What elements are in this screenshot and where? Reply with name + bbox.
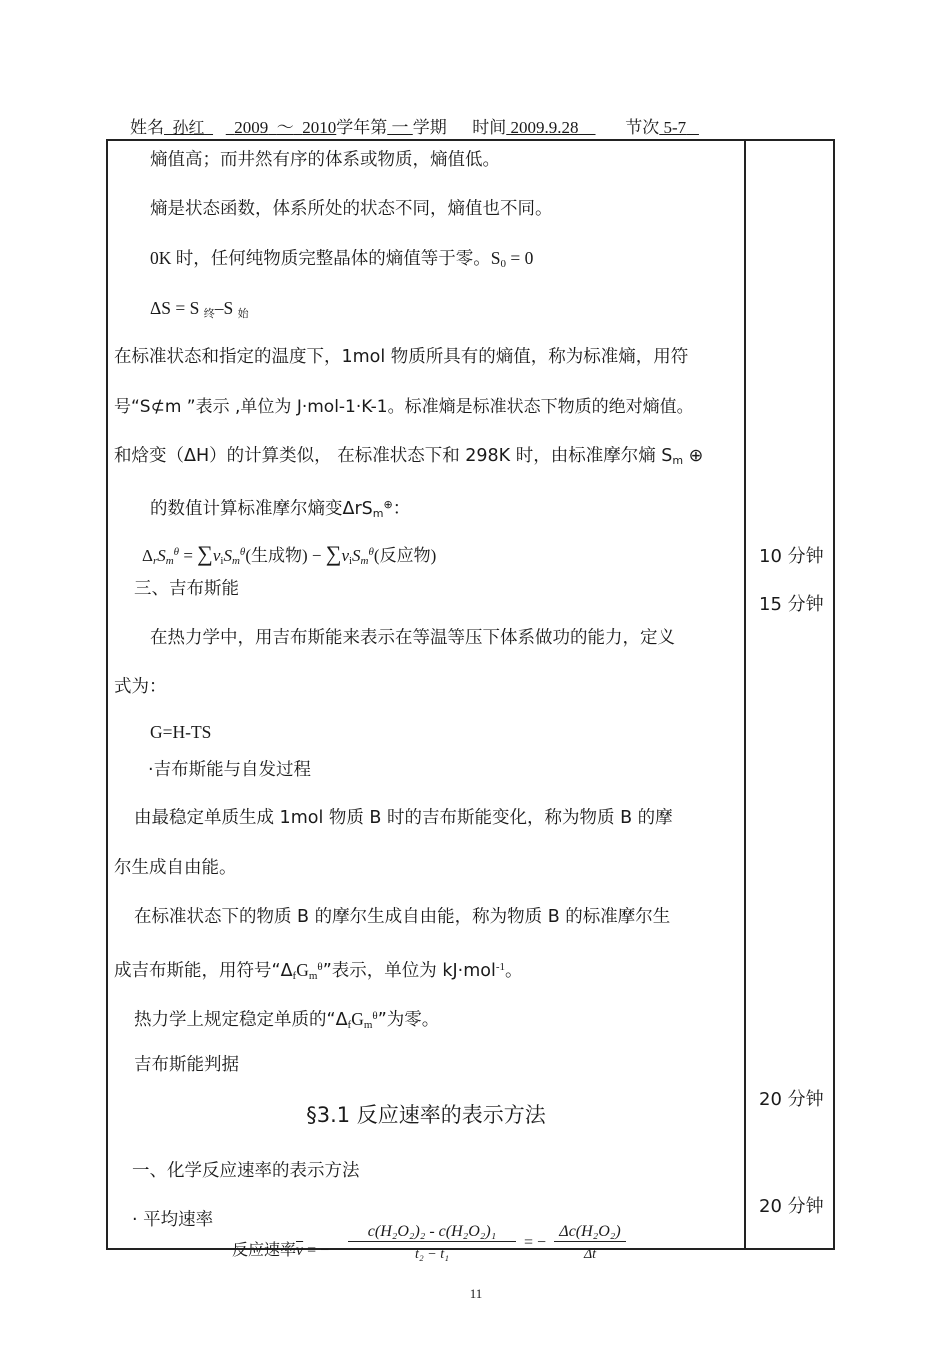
rate-label: 反应速率$\overline{v}$ = − <box>232 1240 330 1259</box>
time-allocation: 20 分钟 <box>759 1196 824 1217</box>
rate-numerator-delta: Δc(H₂O₂) <box>554 1223 626 1242</box>
page-number: 11 <box>469 1286 483 1301</box>
text-line: 在标准状态和指定的温度下，1mol 物质所具有的熵值，称为标准熵，用符 <box>114 347 689 367</box>
text-line: 和焓变（ΔH）的计算类似， 在标准状态下和 298K 时，由标准摩尔熵 $S_m$ ⊕ <box>114 446 704 467</box>
rate-equals: = − <box>524 1234 547 1251</box>
text-line: 成吉布斯能，用符号“$\Delta_fG_m^\theta$”表示，单位为 kJ·mol$^{-1}$。 <box>114 960 523 982</box>
text-line: 的数值计算标准摩尔熵变ΔrS$_m$⊕： <box>150 498 411 520</box>
name-value: 孙红 <box>172 118 205 137</box>
time-allocation: 15 分钟 <box>759 594 824 615</box>
section-title: 三、吉布斯能 <box>134 579 239 599</box>
text-line: 尔生成自由能。 <box>114 858 237 878</box>
time-allocation: 20 分钟 <box>759 1089 824 1110</box>
text-line: 式为： <box>114 677 167 697</box>
academic-year: 2009 ～ 2010 <box>234 118 337 137</box>
text-line: 由最稳定单质生成 1mol 物质 B 时的吉布斯能变化，称为物质 B 的摩 <box>134 808 673 828</box>
entropy-change-formula: ΔS = S $_终$–S $_始$ <box>150 298 249 320</box>
text-line: 0K 时，任何纯物质完整晶体的熵值等于零。$S_0 = 0$ <box>150 248 534 270</box>
section-heading: §3.1 反应速率的表示方法 <box>306 1103 546 1127</box>
time-value: 2009.9.28 <box>510 118 579 137</box>
term-label: 学年第 <box>336 118 388 137</box>
text-line: · 平均速率 <box>132 1210 214 1230</box>
lesson-table <box>106 139 835 1262</box>
text-line: 吉布斯能判据 <box>134 1055 239 1075</box>
text-line: 熵是状态函数，体系所处的状态不同，熵值也不同。 <box>150 199 553 219</box>
section-value: 5-7 <box>663 118 687 137</box>
time-allocation: 10 分钟 <box>759 546 824 567</box>
text-line: 号“S⊄m ”表示 ,单位为 J·mol-1·K-1。标准熵是标准状态下物质的绝对熵值。 <box>114 397 694 417</box>
text-line: 热力学上规定稳定单质的“$\Delta_fG_m^\theta$”为零。 <box>134 1009 440 1031</box>
term-value: 一 <box>391 118 409 137</box>
section-label: 节次 <box>625 118 660 137</box>
section-title: 一、化学反应速率的表示方法 <box>132 1161 360 1181</box>
text-line: 在热力学中，用吉布斯能来表示在等温等压下体系做功的能力，定义 <box>150 628 675 648</box>
entropy-equation: $\Delta_rS_m^\theta = \sum v_iS_m^\theta$(生成物) − $\sum v_iS_m^\theta$(反应物) <box>142 541 437 567</box>
rate-numerator: c(H₂O₂)₂ - c(H₂O₂)₁ <box>348 1223 516 1242</box>
name-label: 姓名 <box>130 118 164 137</box>
time-label: 时间 <box>472 118 507 137</box>
term-suffix: 学期 <box>412 118 447 137</box>
text-line: 在标准状态下的物质 B 的摩尔生成自由能，称为物质 B 的标准摩尔生 <box>134 907 671 927</box>
text-line: ·吉布斯能与自发过程 <box>148 760 312 780</box>
column-divider <box>744 141 746 1248</box>
text-line: 熵值高；而井然有序的体系或物质，熵值低。 <box>150 150 500 170</box>
gibbs-formula: G=H-TS <box>150 722 212 742</box>
header-line <box>130 113 699 138</box>
rate-denominator: t₂ − t₁ <box>415 1247 449 1262</box>
rate-denominator-delta: Δt <box>583 1247 597 1262</box>
